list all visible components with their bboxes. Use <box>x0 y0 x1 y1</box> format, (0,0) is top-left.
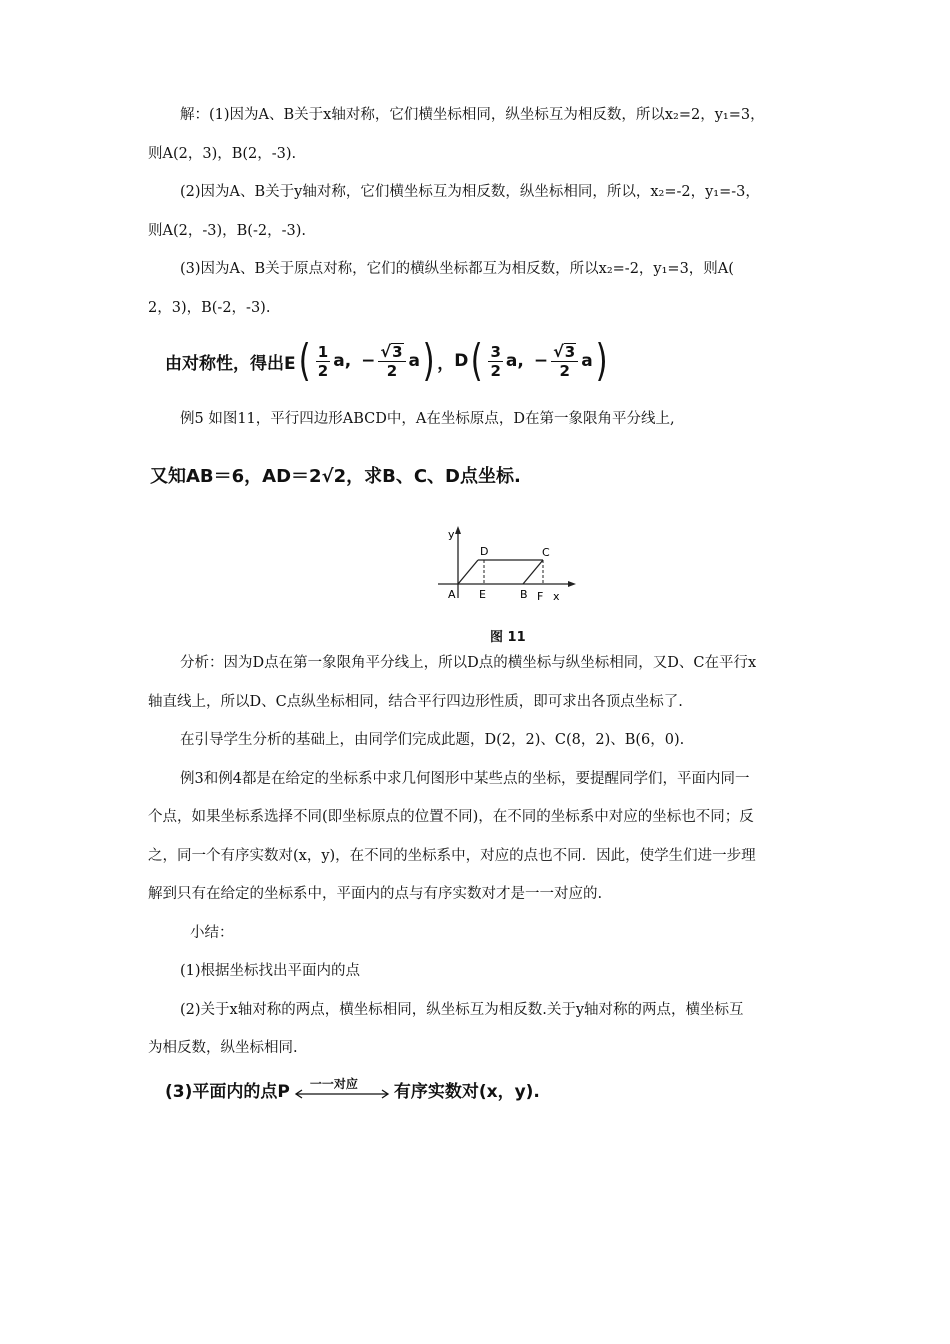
note-line-1: 例3和例4都是在给定的坐标系中求几何图形中某些点的坐标，要提醒同学们，平面内同一 <box>180 771 750 787</box>
text-line-6: 2，3)，B(-2，-3). <box>148 300 271 316</box>
y-axis-label: y <box>448 528 455 541</box>
arrow-label: 一一对应 <box>309 1077 358 1091</box>
analysis-line-1: 分析：因为D点在第一象限角平分线上，所以D点的横坐标与纵坐标相同，又D、C在平行x <box>180 655 757 671</box>
double-arrow <box>294 1075 390 1103</box>
example-5-line: 例5 如图11，平行四边形ABCD中，A在坐标原点，D在第一象限角平分线上, <box>180 411 675 427</box>
point-f-label: F <box>537 590 544 603</box>
text-line-2: 则A(2，3)，B(2，-3). <box>148 146 297 162</box>
summary-item-1: (1)根据坐标找出平面内的点 <box>180 963 361 979</box>
solution-line: 在引导学生分析的基础上，由同学们完成此题，D(2，2)、C(8，2)、B(6，0). <box>180 732 685 748</box>
d-fraction: $\frac{3}{2}$ <box>490 342 501 380</box>
figure-caption: 图 11 <box>490 630 526 645</box>
summary-heading: 小结： <box>190 925 234 941</box>
point-c-label: C <box>542 546 550 559</box>
summary-item-2a: (2)关于x轴对称的两点，横坐标相同，纵坐标互为相反数.关于y轴对称的两点，横坐标互 <box>180 1002 744 1018</box>
summary-item-3 <box>165 1075 540 1103</box>
note-line-3: 之，同一个有序实数对(x，y)，在不同的坐标系中，对应的点也不同．因此，使学生们进一步理 <box>148 848 756 864</box>
example-5-given: 又知AB＝6，AD＝2√2，求B、C、D点坐标. <box>150 466 521 487</box>
analysis-line-2: 轴直线上，所以D、C点纵坐标相同，结合平行四边形性质，即可求出各顶点坐标了. <box>148 694 683 710</box>
x-axis-label: x <box>553 590 560 603</box>
text-line-1: 解：(1)因为A、B关于x轴对称，它们横坐标相同，纵坐标互为相反数，所以x₂=2，y₁=3， <box>180 107 765 123</box>
d-sqrt-fraction: √ 3 2 <box>551 343 578 380</box>
point-a-label: A <box>448 588 456 601</box>
text-line-5: (3)因为A、B关于原点对称，它们的横纵坐标都互为相反数，所以x₂=-2，y₁=3，则A( <box>180 261 734 277</box>
note-line-2: 个点，如果坐标系选择不同(即坐标原点的位置不同)，在不同的坐标系中对应的坐标也不同；反 <box>148 809 754 825</box>
double-arrow-icon <box>294 1089 390 1099</box>
e-sqrt-fraction: √ 3 2 <box>378 343 405 380</box>
summary-3-suffix: 有序实数对(x，y). <box>393 1081 540 1102</box>
formula-prefix: 由对称性，得出E <box>165 353 296 374</box>
e-fraction: $\frac{1}{2}$ <box>317 342 329 380</box>
text-line-3: (2)因为A、B关于y轴对称，它们横坐标互为相反数，纵坐标相同，所以，x₂=-2，y₁=-3， <box>180 184 760 200</box>
point-d-label: D <box>480 545 489 558</box>
point-e-label: E <box>479 588 486 601</box>
point-b-label: B <box>520 588 528 601</box>
text-line-4: 则A(2，-3)，B(-2，-3). <box>148 223 306 239</box>
summary-3-prefix: (3)平面内的点P <box>165 1081 290 1102</box>
summary-item-2b: 为相反数，纵坐标相同. <box>148 1040 298 1056</box>
note-line-4: 解到只有在给定的坐标系中，平面内的点与有序实数对才是一一对应的. <box>148 886 603 902</box>
symmetry-formula: 由对称性，得出E ( $\frac{1}{2}$ a, − √ 3 2 a ) ， D ( $\frac{3}{2}$ a, − √ 3 2 a ) <box>165 335 608 386</box>
